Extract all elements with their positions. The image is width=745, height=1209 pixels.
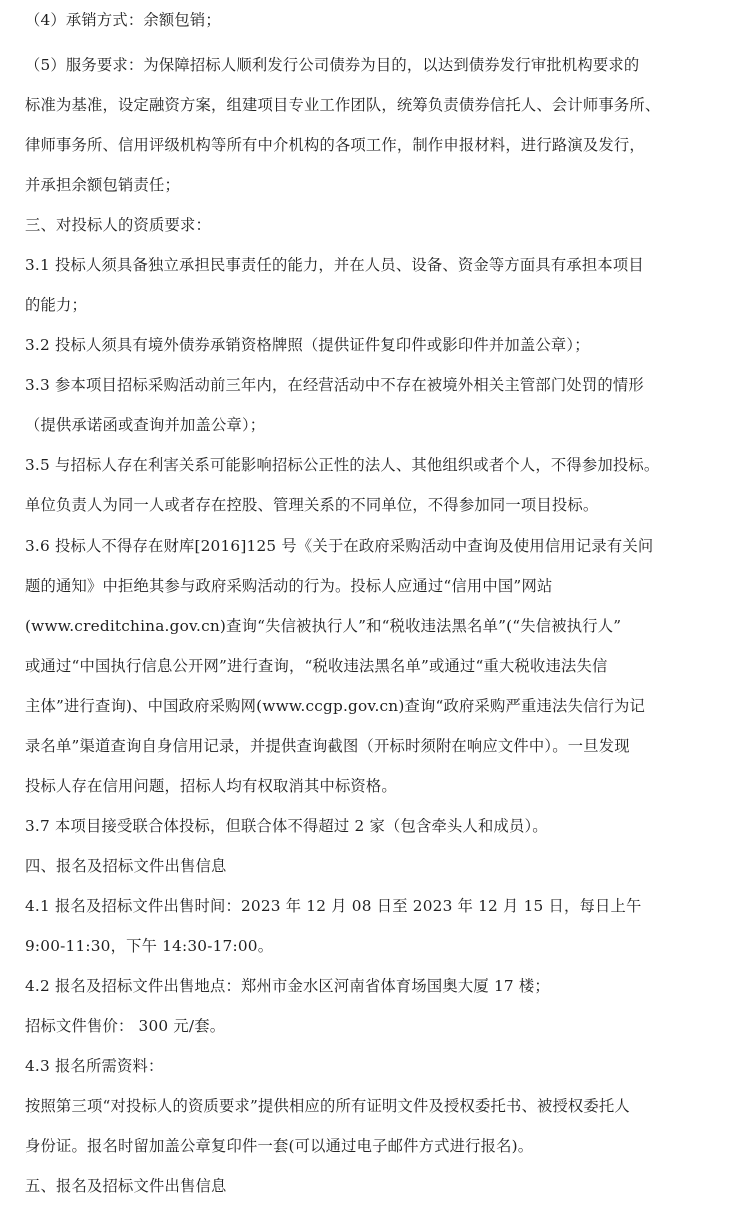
section-heading-3: 三、对投标人的资质要求： [25,216,211,234]
text-line-27: 4.3 报名所需资料： [25,1057,164,1075]
section-heading-4: 四、报名及招标文件出售信息 [25,857,227,875]
text-line-3: 标准为基准，设定融资方案，组建项目专业工作团队，统筹负责债券信托人、会计师事务所、 [25,96,661,114]
text-line-4: 律师事务所、信用评级机构等所有中介机构的各项工作，制作申报材料，进行路演及发行， [25,136,645,154]
text-line-11: （提供承诺函或查询并加盖公章）； [25,416,266,434]
text-line-17: 或通过“中国执行信息公开网”进行查询，“税收违法黑名单”或通过“重大税收违法失信 [25,657,608,675]
text-line-26: 招标文件售价： 300 元/套。 [25,1017,226,1035]
text-line-10: 3.3 参本项目招标采购活动前三年内，在经营活动中不存在被境外相关主管部门处罚的情形 [25,376,644,394]
text-line-7: 3.1 投标人须具备独立承担民事责任的能力，并在人员、设备、资金等方面具有承担本项目 [25,256,644,274]
text-line-9: 3.2 投标人须具有境外债券承销资格牌照（提供证件复印件或影印件并加盖公章）； [25,336,590,354]
text-line-12: 3.5 与招标人存在利害关系可能影响招标公正性的法人、其他组织或者个人，不得参加投标。 [25,456,660,474]
text-line-8: 的能力； [25,296,87,314]
section-heading-5: 五、报名及招标文件出售信息 [25,1177,227,1195]
text-line-5: 并承担余额包销责任； [25,176,180,194]
text-line-23: 4.1 报名及招标文件出售时间：2023 年 12 月 08 日至 2023 年 12 月 15 日，每日上午 [25,897,642,915]
text-line-1: （4）承销方式：余额包销； [25,11,221,29]
text-line-25: 4.2 报名及招标文件出售地点：郑州市金水区河南省体育场国奥大厦 17 楼； [25,977,550,995]
text-line-29: 身份证。报名时留加盖公章复印件一套(可以通过电子邮件方式进行报名)。 [25,1137,534,1155]
text-line-28: 按照第三项“对投标人的资质要求”提供相应的所有证明文件及授权委托书、被授权委托人 [25,1097,630,1115]
text-line-13: 单位负责人为同一人或者存在控股、管理关系的不同单位，不得参加同一项目投标。 [25,496,599,514]
text-line-24: 9:00-11:30，下午 14:30-17:00。 [25,937,274,955]
text-line-2: （5）服务要求：为保障招标人顺利发行公司债券为目的，以达到债券发行审批机构要求的 [25,56,640,74]
text-line-19: 录名单”渠道查询自身信用记录，并提供查询截图（开标时须附在响应文件中）。一旦发现 [25,737,630,755]
text-line-21: 3.7 本项目接受联合体投标，但联合体不得超过 2 家（包含牵头人和成员）。 [25,817,548,835]
text-line-15: 题的通知》中拒绝其参与政府采购活动的行为。投标人应通过“信用中国”网站 [25,577,553,595]
text-line-16: (www.creditchina.gov.cn)查询“失信被执行人”和“税收违法黑名单”(“失信被执行人” [25,617,622,635]
text-line-14: 3.6 投标人不得存在财库[2016]125 号《关于在政府采购活动中查询及使用信用记录有关问 [25,537,654,555]
text-line-20: 投标人存在信用问题，招标人均有权取消其中标资格。 [25,777,397,795]
text-line-18: 主体”进行查询)、中国政府采购网(www.ccgp.gov.cn)查询“政府采购严重违法失信行为记 [25,697,645,715]
